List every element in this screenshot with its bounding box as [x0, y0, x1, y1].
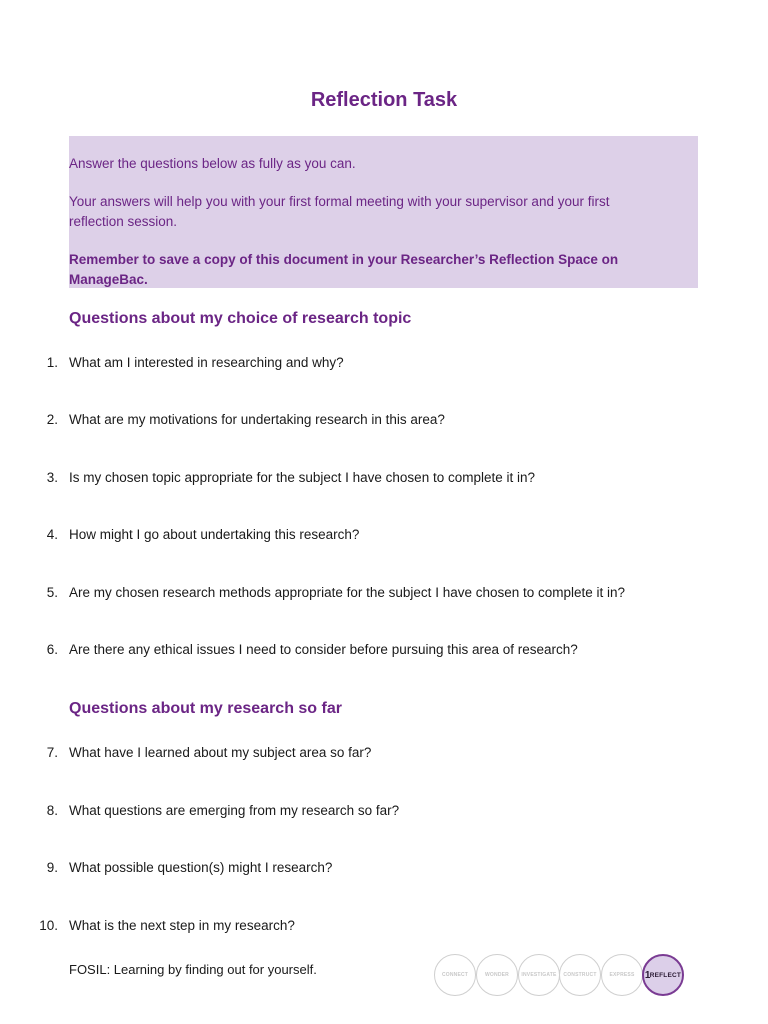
stage-investigate: INVESTIGATE [518, 954, 560, 996]
intro-box [69, 136, 698, 288]
question-item [0, 640, 768, 660]
intro-instruction: Answer the questions below as fully as you can. [69, 156, 356, 171]
question-item [0, 858, 768, 878]
stage-construct: CONSTRUCT [559, 954, 601, 996]
question-item [0, 801, 768, 821]
question-text: Are there any ethical issues I need to consider before pursuing this area of research? [69, 642, 578, 657]
question-text: What possible question(s) might I research? [69, 860, 333, 875]
question-number: 9. [46, 860, 58, 875]
stage-active-badge: 1 [644, 969, 651, 981]
intro-save-reminder: Remember to save a copy of this document in your Researcher’s Reflection Space on ManageBac. [69, 252, 619, 287]
question-number: 10. [39, 918, 58, 933]
stage-connect: CONNECT [434, 954, 476, 996]
question-item [0, 410, 768, 430]
question-item [0, 468, 768, 488]
question-number: 4. [46, 527, 58, 542]
section-heading-progress: Questions about my research so far [69, 700, 342, 717]
footer-tagline: FOSIL: Learning by finding out for yourself. [69, 962, 317, 977]
stage-express: EXPRESS [601, 954, 643, 996]
question-text: What am I interested in researching and why? [69, 355, 344, 370]
question-text: What is the next step in my research? [69, 918, 295, 933]
question-number: 1. [46, 355, 58, 370]
page-title: Reflection Task [310, 89, 458, 111]
question-text: Are my chosen research methods appropriate for the subject I have chosen to complete it in? [69, 585, 626, 600]
question-number: 8. [46, 803, 58, 818]
question-number: 2. [46, 412, 58, 427]
question-text: What are my motivations for undertaking research in this area? [69, 412, 445, 427]
question-text: Is my chosen topic appropriate for the subject I have chosen to complete it in? [69, 470, 536, 485]
question-item [0, 525, 768, 545]
question-text: What questions are emerging from my research so far? [69, 803, 400, 818]
question-number: 7. [46, 745, 58, 760]
question-item [0, 916, 768, 936]
stage-reflect-label: REFLECT [649, 971, 682, 979]
question-item [0, 583, 768, 603]
question-text: What have I learned about my subject area so far? [69, 745, 372, 760]
intro-purpose-line-2: reflection session. [69, 214, 178, 229]
question-item [0, 743, 768, 763]
stage-wonder: WONDER [476, 954, 518, 996]
question-text: How might I go about undertaking this research? [69, 527, 360, 542]
section-heading-topic: Questions about my choice of research topic [69, 310, 412, 327]
question-item [0, 353, 768, 373]
stage-reflect-active [642, 954, 684, 996]
intro-purpose-line-1: Your answers will help you with your first formal meeting with your supervisor and your first [69, 194, 610, 209]
question-number: 3. [46, 470, 58, 485]
question-number: 5. [46, 585, 58, 600]
question-number: 6. [46, 642, 58, 657]
fosil-stage-diagram [434, 952, 690, 996]
